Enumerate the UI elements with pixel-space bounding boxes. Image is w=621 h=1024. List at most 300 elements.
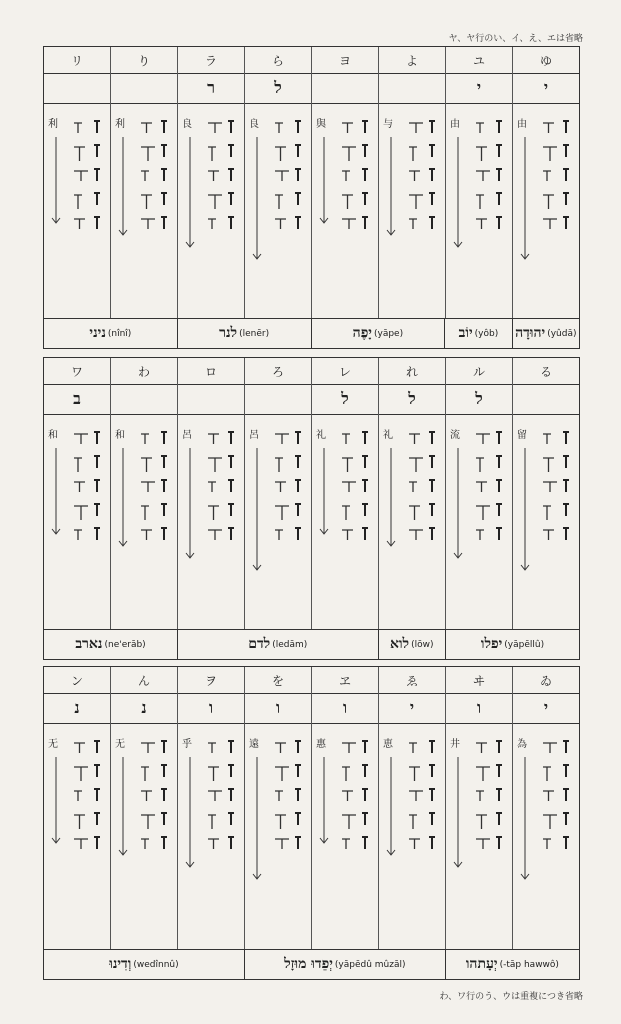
hebrew-stroke: [496, 837, 502, 849]
derivation-diagram: [513, 103, 579, 318]
hebrew-stroke: [295, 789, 301, 801]
hebrew-letter: נ: [44, 693, 111, 723]
hebrew-stroke: [295, 480, 301, 492]
derivation-stroke: [74, 791, 82, 801]
derivation-stroke: [342, 219, 356, 229]
derivation-stroke: [476, 530, 484, 540]
source-kanji: 乎: [182, 739, 192, 750]
derivation-stroke: [543, 434, 551, 444]
kana-header: ゑ: [379, 667, 446, 693]
hebrew-stroke: [94, 121, 100, 133]
hebrew-stroke: [362, 765, 368, 777]
transliteration: (yāpe): [373, 328, 404, 339]
derivation-stroke: [476, 482, 487, 492]
hebrew-letter: ו: [245, 693, 312, 723]
kana-header: ゐ: [539, 673, 552, 688]
hebrew-letter: [312, 73, 379, 103]
derivation-diagram: [245, 103, 311, 318]
derivation-stroke: [74, 434, 88, 444]
source-kanji: 遠: [249, 739, 259, 750]
derivation-column: [312, 103, 379, 318]
hebrew-stroke: [228, 193, 234, 205]
hebrew-letter: [245, 384, 312, 414]
derivation-stroke: [342, 434, 350, 444]
derivation-diagram: [178, 414, 244, 629]
hebrew-letter: [44, 73, 111, 103]
hebrew-letter: ל: [379, 384, 446, 414]
derivation-stroke: [208, 219, 216, 229]
derivation-stroke: [208, 743, 216, 753]
hebrew-stroke: [295, 528, 301, 540]
hebrew-word: לדם: [248, 636, 271, 652]
derivation-stroke: [543, 123, 554, 133]
derivation-stroke: [543, 767, 551, 781]
derivation-columns: [44, 414, 579, 630]
derivation-diagram: [44, 103, 110, 318]
hebrew-stroke: [362, 813, 368, 825]
derivation-stroke: [141, 147, 155, 161]
transliteration: (yāpēllû): [504, 639, 545, 650]
derivation-diagram: [111, 723, 177, 949]
hebrew-letter-row: [44, 693, 579, 724]
source-kanji: 由: [450, 119, 460, 130]
hebrew-word: יָפֶה: [352, 325, 372, 341]
derivation-stroke: [275, 791, 283, 801]
hebrew-letter: ו: [446, 693, 513, 723]
derivation-stroke: [342, 743, 356, 753]
hebrew-stroke: [563, 789, 569, 801]
derivation-diagram: [312, 103, 378, 318]
hebrew-letter: [111, 73, 178, 103]
hebrew-stroke: [228, 456, 234, 468]
hebrew-stroke: [295, 169, 301, 181]
derivation-diagram: [379, 414, 445, 629]
derivation-diagram: [111, 103, 177, 318]
hebrew-stroke: [295, 145, 301, 157]
hebrew-word-cell: [446, 630, 579, 659]
derivation-column: [513, 723, 579, 949]
hebrew-word-cell: [312, 319, 446, 348]
hebrew-word: לוא: [389, 636, 410, 652]
derivation-stroke: [342, 530, 353, 540]
kana-header: わ: [111, 358, 178, 384]
hebrew-word-row: [44, 630, 579, 659]
hebrew-word: יוֹב: [458, 325, 473, 341]
source-kanji: 与: [383, 119, 393, 130]
hebrew-stroke: [161, 456, 167, 468]
hebrew-stroke: [362, 145, 368, 157]
derivation-diagram: [513, 723, 579, 949]
hebrew-stroke: [94, 145, 100, 157]
derivation-column: [513, 103, 579, 318]
derivation-stroke: [275, 171, 289, 181]
derivation-diagram: [44, 414, 110, 629]
derivation-stroke: [74, 171, 88, 181]
kana-header: ヱ: [312, 667, 379, 693]
derivation-stroke: [74, 767, 88, 781]
hebrew-stroke: [161, 432, 167, 444]
transliteration: (wedînnû): [133, 959, 179, 970]
derivation-stroke: [208, 530, 222, 540]
hebrew-stroke: [429, 741, 435, 753]
hebrew-stroke: [94, 169, 100, 181]
hebrew-stroke: [563, 765, 569, 777]
hebrew-stroke: [563, 169, 569, 181]
derivation-stroke: [208, 171, 219, 181]
hebrew-stroke: [496, 432, 502, 444]
hebrew-stroke: [429, 504, 435, 516]
derivation-stroke: [476, 147, 487, 161]
source-kanji: 利: [48, 119, 58, 130]
source-kanji: 利: [115, 119, 125, 130]
hebrew-stroke: [94, 217, 100, 229]
source-kanji: 井: [450, 739, 460, 750]
derivation-column: [111, 103, 178, 318]
derivation-stroke: [275, 123, 283, 133]
derivation-column: [312, 414, 379, 629]
derivation-stroke: [74, 147, 85, 161]
hebrew-stroke: [429, 169, 435, 181]
hebrew-stroke: [496, 789, 502, 801]
derivation-column: [446, 723, 513, 949]
hebrew-word-cell: [178, 630, 379, 659]
hebrew-stroke: [161, 504, 167, 516]
hebrew-word: ניני: [89, 325, 106, 341]
derivation-stroke: [342, 791, 353, 801]
hebrew-stroke: [362, 456, 368, 468]
derivation-diagram: [312, 414, 378, 629]
hebrew-stroke: [94, 765, 100, 777]
derivation-diagram: [44, 723, 110, 949]
hebrew-word: יְעָתהו: [465, 956, 498, 972]
derivation-stroke: [476, 767, 490, 781]
hebrew-stroke: [228, 480, 234, 492]
hebrew-letter: ו: [312, 693, 379, 723]
source-kanji: 為: [517, 739, 527, 750]
transliteration: (lōw): [411, 639, 434, 650]
hebrew-stroke: [228, 741, 234, 753]
derivation-stroke: [275, 743, 286, 753]
derivation-stroke: [543, 219, 557, 229]
hebrew-stroke: [295, 217, 301, 229]
derivation-stroke: [208, 195, 222, 209]
hebrew-stroke: [228, 528, 234, 540]
hebrew-stroke: [295, 765, 301, 777]
derivation-stroke: [543, 482, 557, 492]
hebrew-word: נארב: [75, 636, 103, 652]
derivation-stroke: [275, 458, 283, 472]
source-kanji: 礼: [316, 430, 326, 441]
source-kanji: 恵: [383, 739, 393, 750]
hebrew-stroke: [496, 145, 502, 157]
derivation-stroke: [74, 530, 82, 540]
derivation-stroke: [409, 219, 417, 229]
derivation-stroke: [543, 458, 554, 472]
hebrew-word: יְפֵדוּ מוּזָל: [284, 956, 333, 972]
derivation-stroke: [342, 767, 350, 781]
derivation-stroke: [141, 482, 155, 492]
derivation-diagram: [446, 103, 512, 318]
hebrew-stroke: [295, 837, 301, 849]
hebrew-stroke: [161, 765, 167, 777]
derivation-stroke: [409, 171, 420, 181]
derivation-stroke: [275, 482, 286, 492]
hebrew-stroke: [295, 432, 301, 444]
hebrew-stroke: [362, 169, 368, 181]
hebrew-stroke: [161, 145, 167, 157]
derivation-stroke: [74, 219, 85, 229]
derivation-stroke: [141, 530, 152, 540]
hebrew-letter: נ: [111, 693, 178, 723]
hebrew-letter: ו: [178, 693, 245, 723]
hebrew-letter-row: [44, 73, 579, 104]
kana-header: ル: [446, 358, 513, 384]
hebrew-word-cell: [44, 950, 245, 979]
derivation-stroke: [141, 219, 155, 229]
hebrew-stroke: [496, 765, 502, 777]
derivation-stroke: [74, 839, 88, 849]
source-kanji: 和: [115, 430, 125, 441]
hebrew-stroke: [94, 504, 100, 516]
hebrew-word-cell: [44, 630, 178, 659]
hebrew-stroke: [496, 121, 502, 133]
derivation-stroke: [275, 530, 283, 540]
kana-header: リ: [44, 47, 111, 73]
derivation-stroke: [476, 815, 487, 829]
hebrew-stroke: [94, 813, 100, 825]
derivation-stroke: [342, 839, 350, 849]
hebrew-stroke: [429, 432, 435, 444]
hebrew-stroke: [362, 789, 368, 801]
hebrew-letter: [513, 384, 579, 414]
derivation-stroke: [409, 506, 420, 520]
derivation-column: [513, 414, 579, 629]
hebrew-letter: י: [543, 78, 549, 97]
derivation-stroke: [141, 791, 152, 801]
hebrew-word: וְדִינוּ: [109, 956, 132, 972]
derivation-stroke: [74, 743, 85, 753]
source-kanji: 流: [450, 430, 460, 441]
hebrew-stroke: [161, 121, 167, 133]
derivation-stroke: [74, 506, 88, 520]
derivation-stroke: [141, 743, 155, 753]
kana-header: ヰ: [446, 667, 513, 693]
kana-header: を: [245, 667, 312, 693]
derivation-stroke: [208, 434, 219, 444]
hebrew-stroke: [228, 504, 234, 516]
kana-header: レ: [312, 358, 379, 384]
hebrew-stroke: [228, 145, 234, 157]
hebrew-stroke: [496, 504, 502, 516]
hebrew-stroke: [563, 480, 569, 492]
derivation-column: [178, 103, 245, 318]
derivation-column: [379, 414, 446, 629]
hebrew-stroke: [295, 504, 301, 516]
hebrew-letter-row: [44, 384, 579, 415]
hebrew-stroke: [429, 480, 435, 492]
hebrew-stroke: [295, 813, 301, 825]
hebrew-stroke: [228, 789, 234, 801]
hebrew-stroke: [563, 432, 569, 444]
derivation-column: [245, 723, 312, 949]
transliteration: (yôb): [474, 328, 499, 339]
derivation-stroke: [141, 767, 149, 781]
derivation-stroke: [409, 482, 417, 492]
hebrew-stroke: [94, 837, 100, 849]
hebrew-stroke: [429, 837, 435, 849]
transliteration: (yûdā): [547, 328, 577, 339]
hebrew-stroke: [496, 217, 502, 229]
derivation-column: [44, 414, 111, 629]
hebrew-stroke: [563, 741, 569, 753]
hebrew-stroke: [161, 169, 167, 181]
derivation-stroke: [74, 458, 82, 472]
derivation-stroke: [141, 458, 152, 472]
hebrew-letter: [379, 73, 446, 103]
hebrew-word: יהוּדָה: [515, 325, 546, 341]
hebrew-stroke: [429, 765, 435, 777]
transliteration: (ne'erāb): [104, 639, 146, 650]
top-note: ヤ、ヤ行のい、イ、え、エは省略: [448, 34, 583, 44]
kana-header: れ: [379, 358, 446, 384]
hebrew-word-cell: [446, 950, 579, 979]
derivation-stroke: [342, 815, 356, 829]
derivation-stroke: [476, 458, 484, 472]
hebrew-stroke: [228, 813, 234, 825]
derivation-stroke: [476, 123, 484, 133]
derivation-stroke: [409, 195, 423, 209]
derivation-stroke: [141, 195, 152, 209]
hebrew-stroke: [161, 837, 167, 849]
derivation-column: [245, 103, 312, 318]
hebrew-stroke: [228, 837, 234, 849]
hebrew-stroke: [228, 217, 234, 229]
hebrew-stroke: [429, 813, 435, 825]
derivation-stroke: [208, 767, 219, 781]
derivation-stroke: [275, 219, 286, 229]
derivation-stroke: [476, 839, 490, 849]
hebrew-letter: י: [543, 698, 549, 717]
hebrew-letter: [111, 384, 178, 414]
derivation-stroke: [543, 147, 557, 161]
source-kanji: 呂: [249, 430, 259, 441]
hebrew-word-cell: [245, 950, 446, 979]
derivation-stroke: [476, 219, 487, 229]
derivation-stroke: [141, 123, 152, 133]
hebrew-word-cell: [513, 319, 579, 348]
hebrew-letter: ל: [312, 384, 379, 414]
derivation-column: [178, 414, 245, 629]
hebrew-letter: י: [379, 693, 446, 723]
derivation-stroke: [543, 743, 557, 753]
hebrew-stroke: [429, 789, 435, 801]
kana-header: よ: [379, 47, 446, 73]
derivation-stroke: [543, 791, 554, 801]
derivation-stroke: [74, 195, 82, 209]
hebrew-stroke: [161, 528, 167, 540]
derivation-stroke: [208, 839, 219, 849]
derivation-stroke: [275, 839, 289, 849]
derivation-column: [178, 723, 245, 949]
derivation-stroke: [141, 839, 149, 849]
kana-header: ん: [111, 667, 178, 693]
transliteration: (-tāp hawwô): [499, 959, 559, 970]
hebrew-stroke: [94, 456, 100, 468]
hebrew-stroke: [563, 456, 569, 468]
hebrew-word-cell: [379, 630, 447, 659]
derivation-stroke: [543, 815, 557, 829]
hebrew-stroke: [295, 193, 301, 205]
derivation-stroke: [409, 458, 423, 472]
hebrew-stroke: [295, 121, 301, 133]
derivation-stroke: [275, 815, 286, 829]
kana-header: ロ: [178, 358, 245, 384]
source-kanji: 良: [182, 119, 192, 130]
hebrew-stroke: [563, 528, 569, 540]
derivation-stroke: [476, 195, 484, 209]
source-kanji: 和: [48, 430, 58, 441]
transliteration: (yāpēdû mûzāl): [334, 959, 406, 970]
derivation-stroke: [409, 123, 423, 133]
derivation-stroke: [141, 815, 155, 829]
transliteration: (lenēr): [239, 328, 270, 339]
derivation-stroke: [543, 839, 551, 849]
derivation-stroke: [543, 530, 554, 540]
derivation-stroke: [409, 147, 417, 161]
derivation-stroke: [208, 506, 219, 520]
hebrew-stroke: [94, 480, 100, 492]
derivation-diagram: [446, 723, 512, 949]
hebrew-stroke: [496, 169, 502, 181]
derivation-stroke: [543, 506, 551, 520]
hebrew-stroke: [362, 504, 368, 516]
derivation-stroke: [342, 506, 350, 520]
hebrew-stroke: [161, 789, 167, 801]
derivation-stroke: [208, 482, 216, 492]
derivation-diagram: [245, 723, 311, 949]
hebrew-stroke: [295, 456, 301, 468]
derivation-diagram: [379, 723, 445, 949]
source-kanji: 无: [115, 739, 125, 750]
transliteration: (ledām): [272, 639, 308, 650]
derivation-column: [312, 723, 379, 949]
derivation-stroke: [342, 147, 356, 161]
derivation-stroke: [409, 434, 420, 444]
hebrew-stroke: [94, 193, 100, 205]
derivation-column: [44, 103, 111, 318]
kana-header: ワ: [44, 358, 111, 384]
hebrew-stroke: [295, 741, 301, 753]
derivation-stroke: [275, 767, 289, 781]
derivation-column: [379, 723, 446, 949]
hebrew-stroke: [94, 432, 100, 444]
derivation-stroke: [141, 171, 149, 181]
hebrew-word-row: [44, 319, 579, 348]
kana-header: ラ: [178, 47, 245, 73]
hebrew-stroke: [429, 217, 435, 229]
hebrew-stroke: [496, 456, 502, 468]
hebrew-stroke: [228, 432, 234, 444]
hebrew-stroke: [563, 504, 569, 516]
kana-header: り: [111, 47, 178, 73]
hebrew-stroke: [161, 813, 167, 825]
hebrew-stroke: [94, 741, 100, 753]
derivation-stroke: [275, 434, 289, 444]
hebrew-stroke: [362, 480, 368, 492]
derivation-stroke: [543, 195, 554, 209]
derivation-stroke: [275, 195, 283, 209]
derivation-stroke: [208, 123, 222, 133]
